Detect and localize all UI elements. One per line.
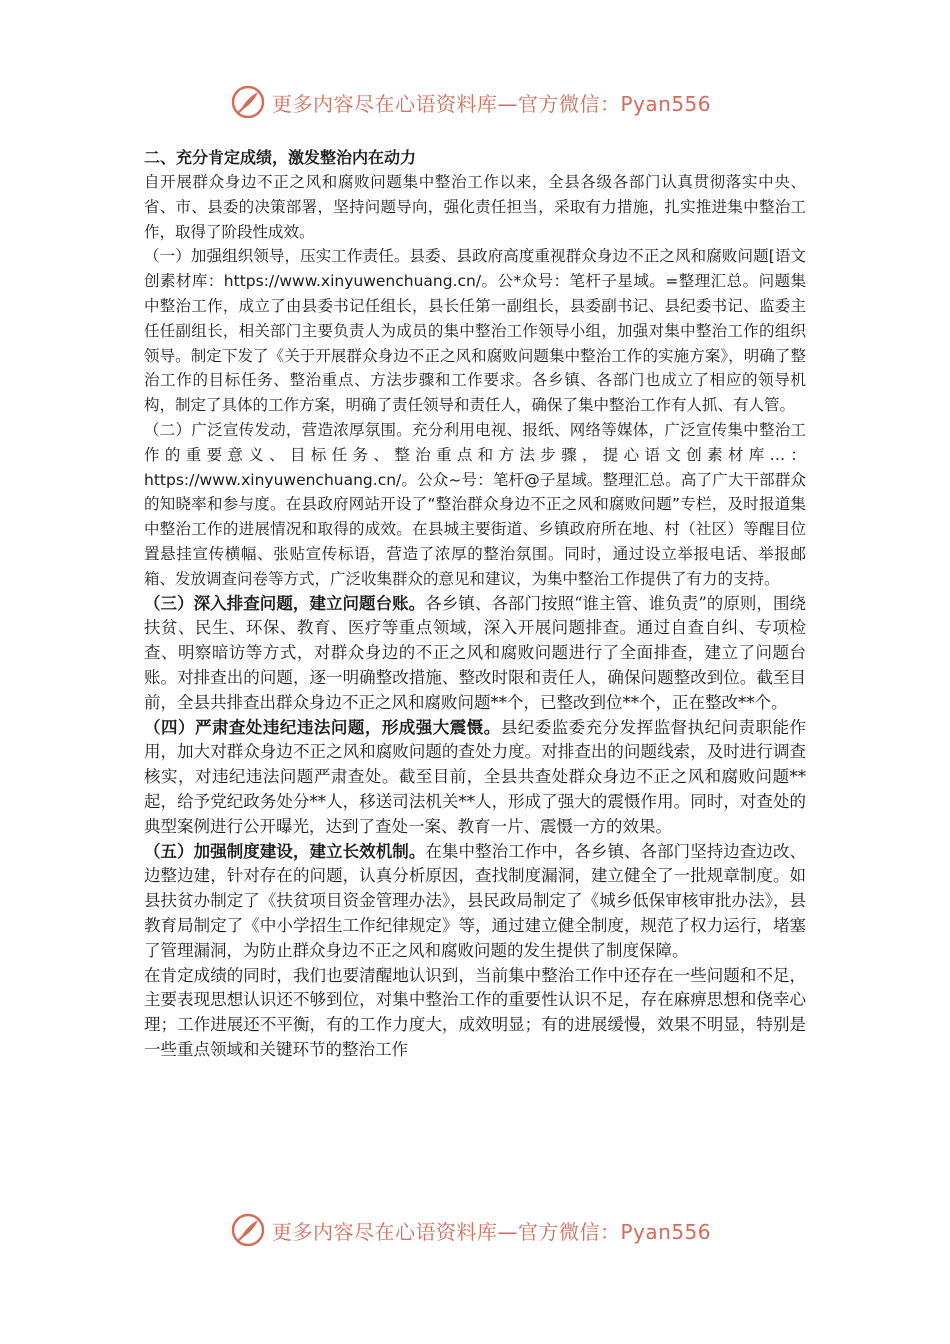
item-5-lead: （五）加强制度建设，建立长效机制。 xyxy=(144,841,426,861)
paragraph-item-1: （一）加强组织领导，压实工作责任。县委、县政府高度重视群众身边不正之风和腐败问题[语文创素材库：https://www.xinyuwenchuang.cn/。公*众号：笔杆子星域。=整理汇总。问题集中整治工作，成立了由县委书记任组长，县长任第一副组长，县委副书记、县纪委书记、监委主任任副组长，相关部门主要负责人为成员的集中整治工作领导小组，加强对集中整治工作的组织领导。制定下发了《关于开展群众身边不正之风和腐败问题集中整治工作的实施方案》，明确了整治工作的目标任务、整治重点、方法步骤和工作要求。各乡镇、各部门也成立了相应的领导机构，制定了具体的工作方案，明确了责任领导和责任人，确保了集中整治工作有人抓、有人管。 xyxy=(144,247,806,415)
watermark-banner-top xyxy=(230,80,730,124)
item-3-body: 各乡镇、各部门按照“谁主管、谁负责”的原则，围绕扶贫、民生、环保、教育、医疗等重点领域，深入开展问题排查。通过自查自纠、专项检查、明察暗访等方式，对群众身边的不正之风和腐败问题进行了全面排查，建立了问题台账。对排查出的问题，逐一明确整改措施、整改时限和责任人，确保问题整改到位。截至目前，全县共排查出群众身边不正之风和腐败问题**个，已整改到位**个，正在整改**个。 xyxy=(144,593,807,712)
intro-paragraph: 自开展群众身边不正之风和腐败问题集中整治工作以来，全县各级各部门认真贯彻落实中央、省、市、县委的决策部署，坚持问题导向，强化责任担当，采取有力措施，扎实推进集中整治工作，取得了阶段性成效。 xyxy=(144,173,806,241)
feather-pen-logo-icon xyxy=(230,84,266,120)
watermark-text: 更多内容尽在心语资料库—官方微信：Pyan556 xyxy=(272,1219,712,1244)
paragraph-item-3 xyxy=(144,592,806,716)
paragraph-item-5 xyxy=(144,840,806,964)
feather-pen-logo-icon xyxy=(230,1212,266,1248)
watermark-text: 更多内容尽在心语资料库—官方微信：Pyan556 xyxy=(272,91,712,116)
paragraph-item-2: （二）广泛宣传发动，营造浓厚氛围。充分利用电视、报纸、网络等媒体，广泛宣传集中整治工作的重要意义、目标任务、整治重点和方法步骤，提心语文创素材库…：https://www.xinyuwenchuang.cn/。公众~号：笔杆@子星域。整理汇总。高了广大干部群众的知晓率和参与度。在县政府网站开设了“整治群众身边不正之风和腐败问题”专栏，及时报道集中整治工作的进展情况和取得的成效。在县城主要街道、乡镇政府所在地、村（社区）等醒目位置悬挂宣传横幅、张贴宣传标语，营造了浓厚的整治氛围。同时，通过设立举报电话、举报邮箱、发放调查问卷等方式，广泛收集群众的意见和建议，为集中整治工作提供了有力的支持。 xyxy=(144,420,806,588)
item-4-lead: （四）严肃查处违纪违法问题，形成强大震慑。 xyxy=(144,717,501,737)
item-5-body: 在集中整治工作中，各乡镇、各部门坚持边查边改、边整边建，针对存在的问题，认真分析原因，查找制度漏洞，建立健全了一批规章制度。如县扶贫办制定了《扶贫项目资金管理办法》，县民政局制定了《城乡低保审核审批办法》，县教育局制定了《中小学招生工作纪律规定》等，通过建立健全制度，规范了权力运行，堵塞了管理漏洞，为防止群众身边不正之风和腐败问题的发生提供了制度保障。 xyxy=(144,841,807,960)
item-3-lead: （三）深入排查问题，建立问题台账。 xyxy=(144,593,426,613)
document-body xyxy=(144,146,806,1063)
item-4-body: 县纪委监委充分发挥监督执纪问责职能作用，加大对群众身边不正之风和腐败问题的查处力度。对排查出的问题线索，及时进行调查核实，对违纪违法问题严肃查处。截至目前，全县共查处群众身边不正之风和腐败问题**起，给予党纪政务处分**人，移送司法机关**人，形成了强大的震慑作用。同时，对查处的典型案例进行公开曝光，达到了查处一案、教育一片、震慑一方的效果。 xyxy=(144,717,807,836)
closing-paragraph: 在肯定成绩的同时，我们也要清醒地认识到，当前集中整治工作中还存在一些问题和不足，主要表现思想认识还不够到位，对集中整治工作的重要性认识不足，存在麻痹思想和侥幸心理；工作进展还不平衡，有的工作力度大，成效明显；有的进展缓慢，效果不明显，特别是一些重点领域和关键环节的整治工作 xyxy=(144,965,806,1059)
watermark-banner-bottom xyxy=(230,1208,730,1252)
section-heading: 二、充分肯定成绩，激发整治内在动力 xyxy=(144,148,417,167)
paragraph-item-4 xyxy=(144,716,806,840)
